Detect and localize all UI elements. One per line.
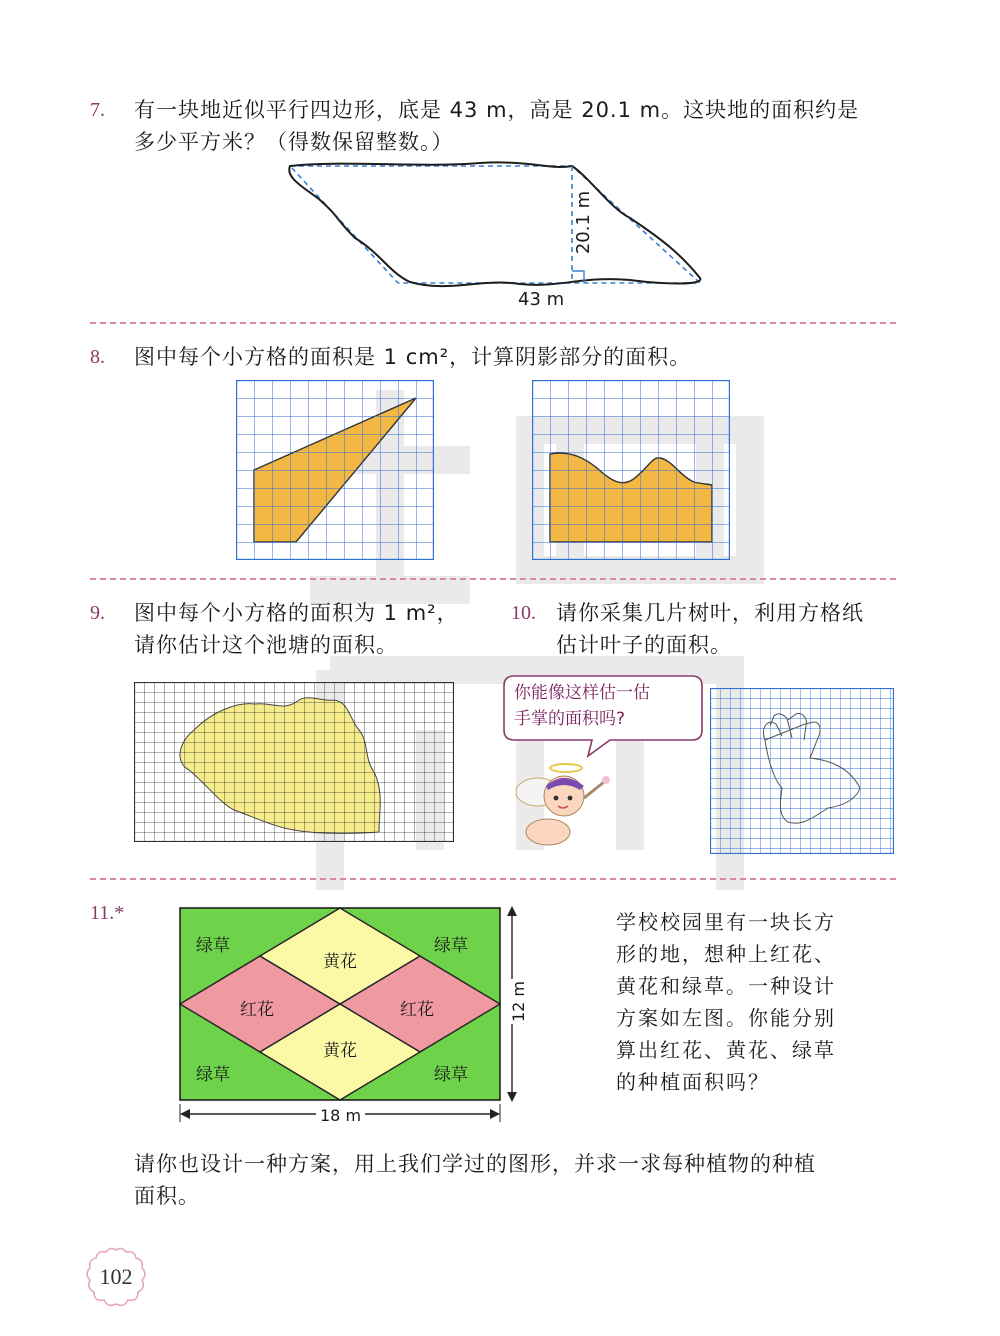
grid-triangle — [236, 380, 434, 560]
question-11-followup-line1: 请你也设计一种方案，用上我们学过的图形，并求一求每种植物的种植 — [134, 1152, 816, 1176]
page-number-badge — [84, 1246, 148, 1310]
hand-grid — [710, 688, 894, 854]
label-green-bottom-right: 绿草 — [434, 1065, 468, 1085]
question-7-line2: 多少平方米？（得数保留整数。） — [134, 130, 454, 154]
question-11-description — [616, 906, 836, 1098]
label-green-bottom-left: 绿草 — [196, 1065, 230, 1085]
question-10-line1: 请你采集几片树叶，利用方格纸 — [556, 601, 864, 625]
label-red-right: 红花 — [400, 1000, 434, 1020]
question-7-line1: 有一块地近似平行四边形，底是 43 m，高是 20.1 m。这块地的面积约是 — [134, 98, 860, 122]
question-10-line2: 估计叶子的面积。 — [556, 633, 732, 657]
label-red-left: 红花 — [240, 1000, 274, 1020]
label-green-top-right: 绿草 — [434, 936, 468, 956]
question-9-number: 9. — [90, 602, 105, 624]
page-number: 102 — [99, 1264, 133, 1289]
question-8-number: 8. — [90, 346, 105, 368]
grid-hills — [532, 380, 730, 560]
land-figure — [280, 158, 720, 308]
section-divider — [90, 878, 896, 880]
desc-line: 学校校园里有一块长方 — [616, 910, 836, 934]
desc-line: 方案如左图。你能分别 — [616, 1006, 836, 1030]
section-divider — [90, 578, 896, 580]
label-yellow-bottom: 黄花 — [323, 1041, 357, 1061]
question-9-line1: 图中每个小方格的面积为 1 m²， — [134, 601, 459, 625]
question-8-text: 图中每个小方格的面积是 1 cm²，计算阴影部分的面积。 — [134, 345, 692, 369]
width-label: 18 m — [316, 1106, 365, 1125]
section-divider — [90, 322, 896, 324]
desc-line: 的种植面积吗？ — [616, 1070, 770, 1094]
bubble-line2: 手掌的面积吗? — [514, 709, 626, 729]
pond-grid — [134, 682, 454, 842]
base-label: 43 m — [518, 289, 565, 310]
question-7-number: 7. — [90, 99, 105, 121]
question-10-number: 10. — [511, 602, 536, 624]
height-label: 12 m — [509, 980, 529, 1023]
desc-line: 算出红花、黄花、绿草 — [616, 1038, 836, 1062]
garden-design — [170, 900, 530, 1130]
label-yellow-top: 黄花 — [323, 952, 357, 972]
label-green-top-left: 绿草 — [196, 936, 230, 956]
desc-line: 黄花和绿草。一种设计 — [616, 974, 836, 998]
cherub-mascot-icon — [508, 762, 618, 854]
desc-line: 形的地，想种上红花、 — [616, 942, 836, 966]
question-11-number: 11.* — [90, 902, 125, 924]
speech-bubble — [500, 672, 706, 758]
height-label: 20.1 m — [573, 190, 595, 255]
question-11-followup-line2: 面积。 — [134, 1184, 200, 1208]
question-9-line2: 请你估计这个池塘的面积。 — [134, 633, 398, 657]
bubble-line1: 你能像这样估一估 — [514, 683, 650, 703]
